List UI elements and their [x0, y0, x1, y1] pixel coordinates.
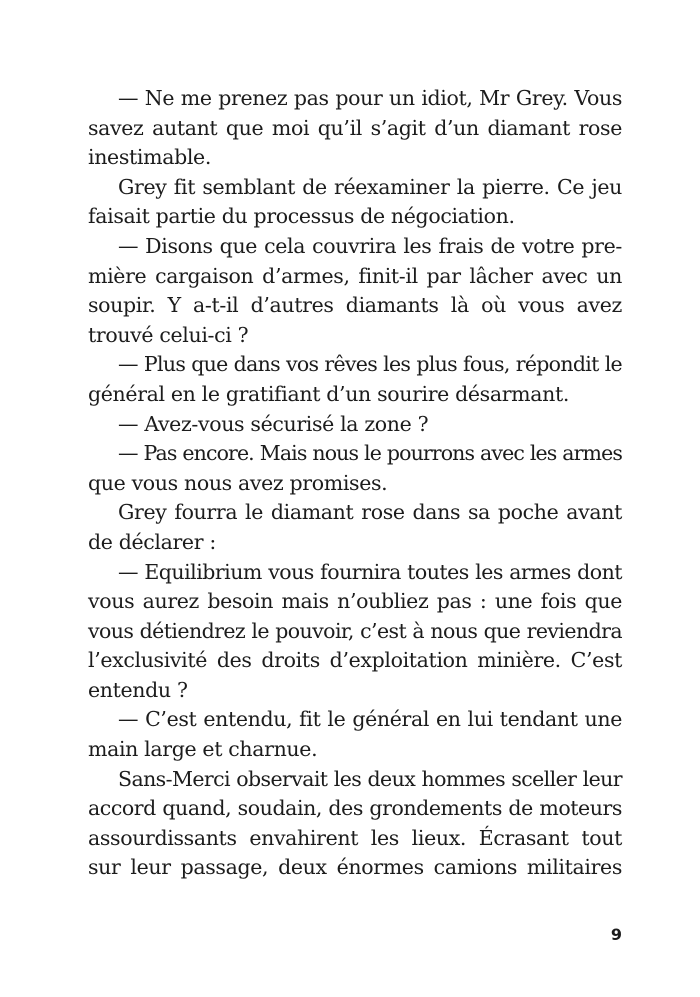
text-line: — Ne me prenez pas pour un idiot, Mr Grey. Vous	[118, 86, 622, 110]
text-line: savez autant que moi qu’il s’agit d’un diamant rose	[88, 115, 622, 140]
text-line: — Avez-vous sécurisé la zone ?	[118, 411, 429, 436]
text-line: accord quand, soudain, des grondements de moteurs	[88, 796, 622, 821]
text-line: vous détiendrez le pouvoir, c’est à nous que reviendra	[88, 618, 622, 643]
body-text	[88, 84, 622, 883]
text-line: général en le gratifiant d’un sourire désarmant.	[88, 381, 570, 406]
text-line: faisait partie du processus de négociation.	[88, 204, 515, 229]
text-line: Grey fit semblant de réexaminer la pierre. Ce jeu	[118, 174, 622, 199]
text-line: entendu ?	[88, 677, 188, 702]
text-line: — Equilibrium vous fournira toutes les armes dont	[118, 559, 622, 584]
text-line: que vous nous avez promises.	[88, 470, 388, 495]
text-line: — C’est entendu, fit le général en lui tendant une	[118, 707, 622, 732]
text-line: mière cargaison d’armes, finit-il par lâcher avec un	[88, 263, 622, 288]
page-number: 9	[610, 925, 622, 944]
text-line: soupir. Y a-t-il d’autres diamants là où vous avez	[88, 293, 622, 318]
text-line: inestimable.	[88, 145, 211, 170]
text-line: sur leur passage, deux énormes camions militaires	[88, 855, 622, 880]
text-line: l’exclusivité des droits d’exploitation minière. C’est	[88, 648, 622, 673]
text-line: assourdissants envahirent les lieux. Écrasant tout	[88, 825, 622, 850]
text-line: trouvé celui-ci ?	[88, 322, 249, 347]
text-line: Sans-Merci observait les deux hommes sceller leur	[118, 766, 622, 791]
text-line: — Pas encore. Mais nous le pourrons avec les armes	[118, 441, 622, 466]
text-line: vous aurez besoin mais n’oubliez pas : une fois que	[88, 589, 622, 614]
text-line: — Disons que cela couvrira les frais de votre pre-	[118, 233, 622, 258]
text-line: main large et charnue.	[88, 737, 318, 762]
text-line: — Plus que dans vos rêves les plus fous, répondit le	[118, 352, 622, 377]
text-line: Grey fourra le diamant rose dans sa poche avant	[118, 500, 622, 525]
text-line: de déclarer :	[88, 529, 216, 554]
